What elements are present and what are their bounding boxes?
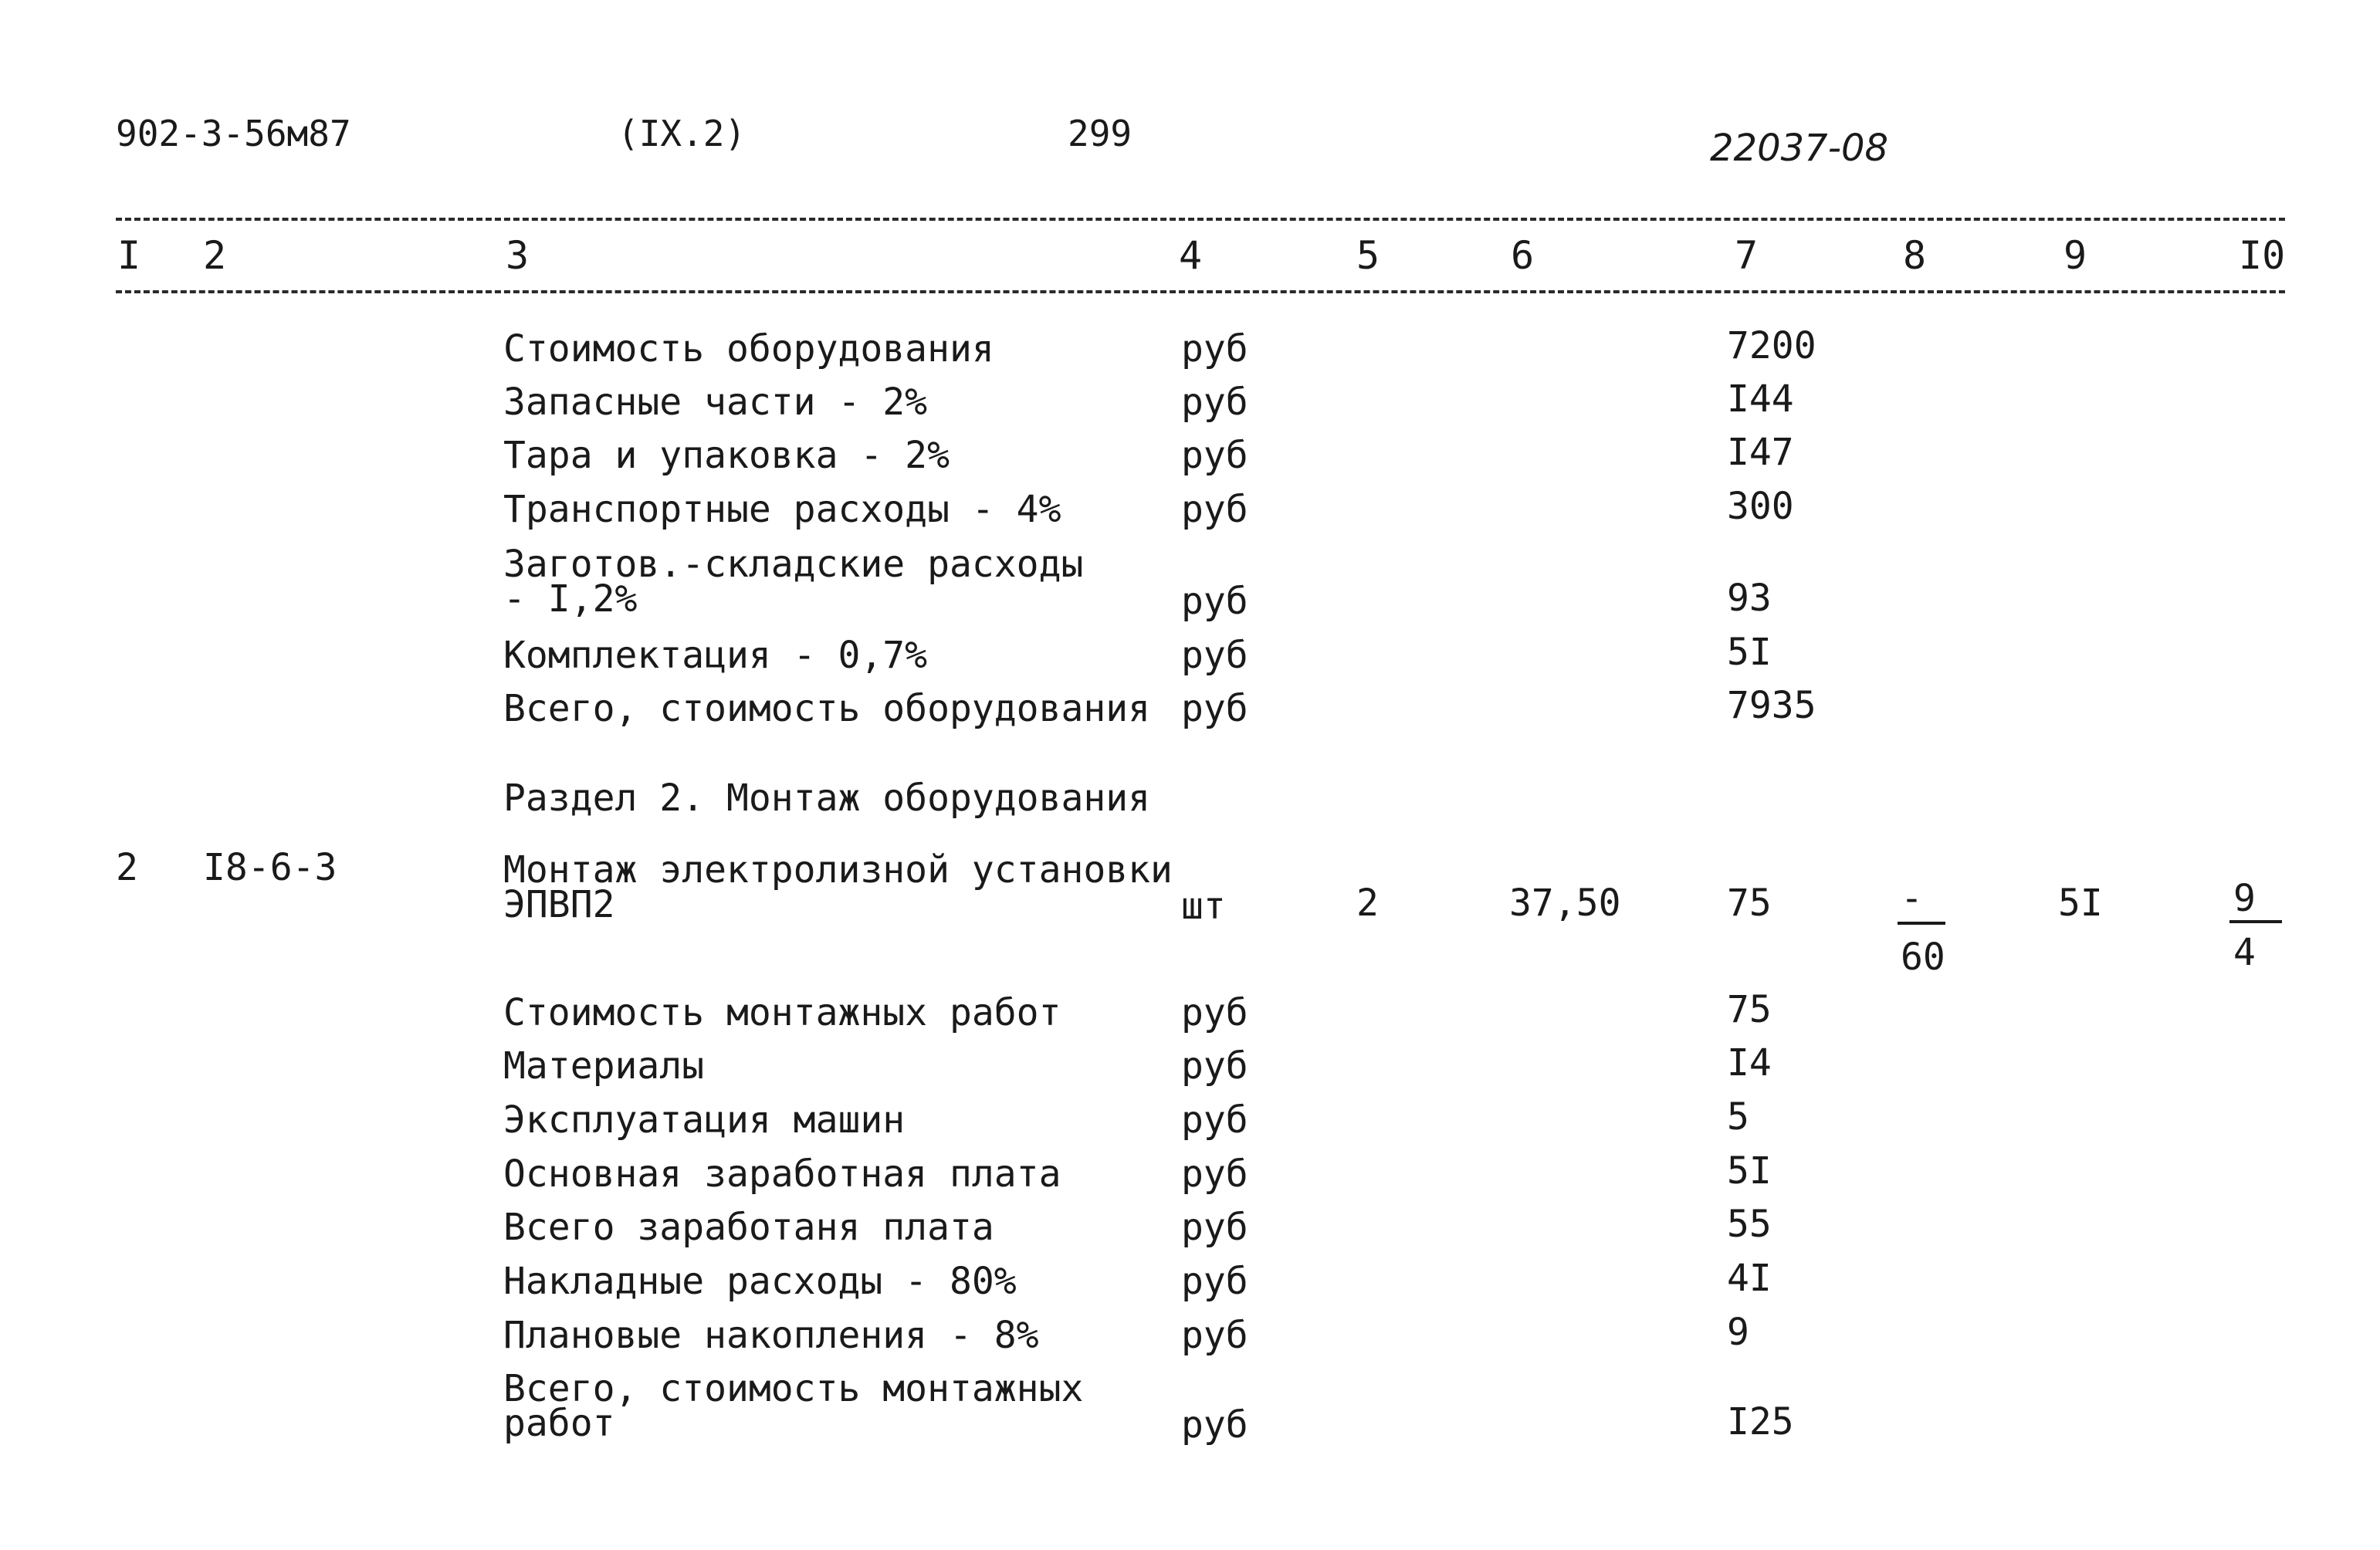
row-total: I4	[1727, 1041, 1772, 1085]
row-name-continued: работ	[503, 1402, 615, 1445]
row-name-continued: - I,2%	[503, 577, 638, 621]
row-name: Материалы	[503, 1044, 705, 1088]
item-col9: 5I	[2058, 882, 2103, 925]
row-name: Основная заработная плата	[503, 1152, 1061, 1196]
row-unit: руб	[1181, 687, 1248, 730]
row-total: 5I	[1727, 1149, 1772, 1193]
row-total: 5	[1727, 1095, 1749, 1139]
row-unit: руб	[1181, 434, 1248, 477]
item-total: 75	[1727, 882, 1772, 925]
row-name: Запасные части - 2%	[503, 381, 928, 424]
row-total: 93	[1727, 577, 1772, 620]
col-header-5: 5	[1356, 233, 1380, 278]
section-title: Раздел 2. Монтаж оборудования	[503, 777, 1151, 820]
row-total: I25	[1727, 1400, 1794, 1443]
item-col8-top: -	[1901, 877, 1923, 920]
row-unit: руб	[1181, 991, 1248, 1034]
row-unit: руб	[1181, 327, 1248, 371]
row-unit: руб	[1181, 1098, 1248, 1142]
col-header-6: 6	[1511, 233, 1535, 278]
col-header-1: I	[117, 233, 141, 278]
row-name: Заготов.-складские расходы	[503, 543, 1084, 586]
item-number: 2	[116, 846, 138, 889]
row-total: I44	[1727, 377, 1794, 421]
row-unit: руб	[1181, 488, 1248, 531]
fraction-bar	[2229, 920, 2282, 923]
row-unit: руб	[1181, 1044, 1248, 1088]
item-name-continued: ЭПВП2	[503, 883, 615, 926]
row-unit: руб	[1181, 634, 1248, 677]
item-quantity: 2	[1356, 882, 1379, 925]
row-total: 7935	[1727, 684, 1816, 727]
item-col10-bottom: 4	[2233, 931, 2256, 974]
row-unit: руб	[1181, 1206, 1248, 1249]
row-name: Накладные расходы - 80%	[503, 1260, 1017, 1303]
row-total: 9	[1727, 1311, 1749, 1354]
item-name: Монтаж электролизной установки	[503, 848, 1173, 892]
col-header-8: 8	[1903, 233, 1927, 278]
row-total: 300	[1727, 485, 1794, 528]
item-unit-price: 37,50	[1509, 882, 1621, 925]
col-header-10: I0	[2239, 233, 2286, 278]
header-top-rule	[116, 218, 2285, 221]
row-name: Тара и упаковка - 2%	[503, 434, 950, 477]
doc-code: 902-3-56м87	[116, 113, 351, 154]
row-name: Всего, стоимость монтажных	[503, 1367, 1084, 1410]
archive-number: 22037-08	[1710, 127, 1889, 170]
fraction-bar	[1898, 922, 1945, 925]
col-header-7: 7	[1735, 233, 1759, 278]
row-name: Стоимость монтажных работ	[503, 991, 1061, 1034]
item-col10-top: 9	[2233, 877, 2256, 920]
item-code: I8-6-3	[203, 846, 337, 889]
col-header-9: 9	[2063, 233, 2087, 278]
row-name: Транспортные расходы - 4%	[503, 488, 1061, 531]
row-name: Всего, стоимость оборудования	[503, 687, 1151, 730]
section-number: (IX.2)	[618, 113, 747, 154]
col-header-4: 4	[1179, 233, 1203, 278]
row-total: 55	[1727, 1203, 1772, 1246]
row-unit: руб	[1181, 1403, 1248, 1447]
row-name: Плановые накопления - 8%	[503, 1314, 1039, 1357]
row-unit: руб	[1181, 580, 1248, 623]
row-name: Стоимость оборудования	[503, 327, 994, 371]
row-total: I47	[1727, 431, 1794, 474]
item-col8-bottom: 60	[1901, 936, 1945, 979]
row-total: 5I	[1727, 631, 1772, 674]
row-unit: руб	[1181, 1314, 1248, 1357]
col-header-2: 2	[203, 233, 227, 278]
row-name: Эксплуатация машин	[503, 1098, 906, 1142]
item-unit: шт	[1181, 885, 1226, 928]
header-bottom-rule	[116, 290, 2285, 293]
row-name: Комплектация - 0,7%	[503, 634, 928, 677]
row-total: 4I	[1727, 1257, 1772, 1300]
page-number: 299	[1068, 113, 1132, 154]
row-unit: руб	[1181, 1152, 1248, 1196]
col-header-3: 3	[506, 233, 530, 278]
row-unit: руб	[1181, 381, 1248, 424]
row-name: Всего заработаня плата	[503, 1206, 994, 1249]
row-total: 7200	[1727, 324, 1816, 367]
row-total: 75	[1727, 988, 1772, 1031]
row-unit: руб	[1181, 1260, 1248, 1303]
